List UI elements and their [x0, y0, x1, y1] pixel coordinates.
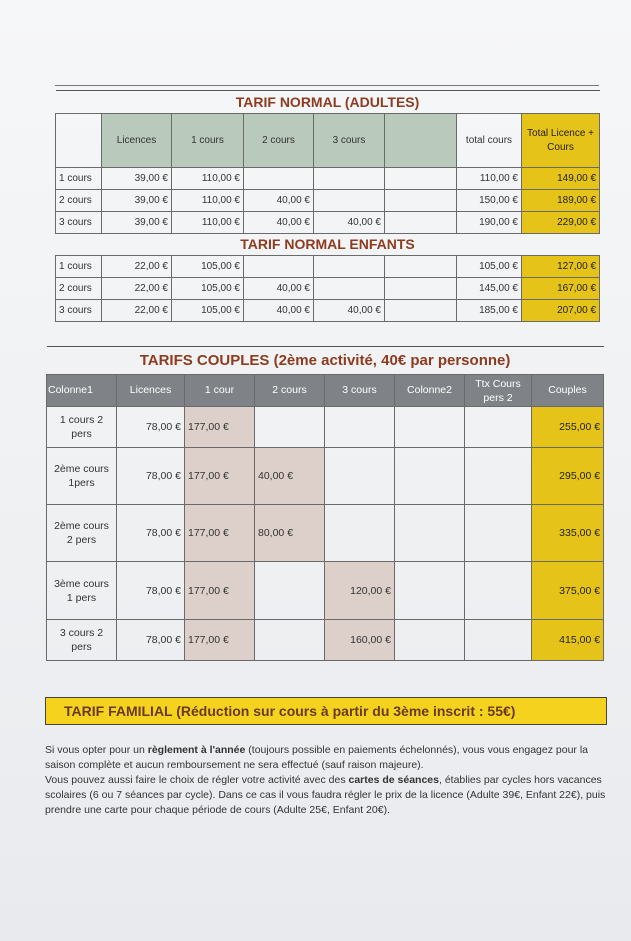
header-cell: 3 cours	[325, 375, 395, 407]
tarif-normal-table	[55, 90, 600, 322]
paragraph-cards	[45, 773, 610, 818]
title-couples-row	[47, 347, 604, 375]
cell	[255, 620, 325, 661]
bold-text: cartes de séances	[348, 774, 439, 786]
cell: 39,00 €	[102, 168, 172, 190]
cell: 150,00 €	[457, 190, 522, 212]
cell	[395, 505, 465, 562]
text: (toujours possible en paiements échelonnés), vous vous engagez pour la saison complète et aucun remboursement ne sera effectué (sauf raison majeure).	[45, 744, 588, 771]
table-row	[56, 300, 600, 322]
row-label: 2 cours	[56, 190, 102, 212]
table-row	[47, 448, 604, 505]
cell	[255, 562, 325, 620]
header-cell: Couples	[532, 375, 604, 407]
header-cell: total cours	[457, 114, 522, 168]
header-cell	[385, 114, 457, 168]
cell	[395, 562, 465, 620]
cell: 167,00 €	[522, 278, 600, 300]
cell: 40,00 €	[244, 190, 314, 212]
cell: 149,00 €	[522, 168, 600, 190]
cell: 22,00 €	[102, 300, 172, 322]
cell	[385, 168, 457, 190]
cell: 255,00 €	[532, 407, 604, 448]
cell: 78,00 €	[117, 620, 185, 661]
row-label: 3 cours 2 pers	[47, 620, 117, 661]
text: , établies par cycles hors vacances scolaires (6 ou 7 séances par cycle). Dans ce cas il vous faudra régler le prix de la licence (Adulte 39€, Enfant 22€), puis prendre une carte pour chaque période de cours (Adulte 25€, Enfant 20€).	[45, 774, 606, 816]
cell	[465, 505, 532, 562]
bold-text: règlement à l'année	[147, 744, 246, 756]
cell: 40,00 €	[244, 278, 314, 300]
cell: 177,00 €	[185, 620, 255, 661]
cell	[255, 407, 325, 448]
paragraph-annual	[45, 743, 610, 773]
cell: 105,00 €	[172, 300, 244, 322]
cell	[465, 562, 532, 620]
cell: 40,00 €	[314, 212, 385, 234]
table-row	[47, 407, 604, 448]
cell: 207,00 €	[522, 300, 600, 322]
row-label: 1 cours	[56, 168, 102, 190]
cell: 40,00 €	[314, 300, 385, 322]
header-cell: Licences	[117, 375, 185, 407]
cell: 177,00 €	[185, 562, 255, 620]
cell: 145,00 €	[457, 278, 522, 300]
cell: 110,00 €	[457, 168, 522, 190]
cell	[244, 256, 314, 278]
cell	[385, 190, 457, 212]
cell	[385, 212, 457, 234]
text: Vous pouvez aussi faire le choix de régler votre activité avec des	[45, 774, 349, 786]
cell	[465, 448, 532, 505]
text: Si vous opter pour un	[45, 744, 148, 756]
header-cell: Ttx Cours pers 2	[465, 375, 532, 407]
row-label: 1 cours 2 pers	[47, 407, 117, 448]
row-label: 3 cours	[56, 300, 102, 322]
cell: 177,00 €	[185, 407, 255, 448]
cell: 185,00 €	[457, 300, 522, 322]
table-row	[47, 620, 604, 661]
cell: 39,00 €	[102, 190, 172, 212]
cell: 335,00 €	[532, 505, 604, 562]
cell: 40,00 €	[244, 300, 314, 322]
cell: 110,00 €	[172, 168, 244, 190]
cell	[395, 407, 465, 448]
cell	[395, 620, 465, 661]
cell: 105,00 €	[457, 256, 522, 278]
row-label: 1 cours	[56, 256, 102, 278]
cell	[385, 256, 457, 278]
tarif-couples-table	[46, 346, 604, 661]
cell: 177,00 €	[185, 505, 255, 562]
table-row	[56, 168, 600, 190]
cell: 39,00 €	[102, 212, 172, 234]
cell: 375,00 €	[532, 562, 604, 620]
cell: 177,00 €	[185, 448, 255, 505]
cell: 127,00 €	[522, 256, 600, 278]
top-rule	[55, 85, 599, 86]
cell: 160,00 €	[325, 620, 395, 661]
cell: 78,00 €	[117, 407, 185, 448]
header-cell: 2 cours	[255, 375, 325, 407]
cell	[385, 278, 457, 300]
cell: 80,00 €	[255, 505, 325, 562]
cell: 110,00 €	[172, 212, 244, 234]
cell	[244, 168, 314, 190]
cell	[314, 256, 385, 278]
title-adultes: TARIF NORMAL (ADULTES)	[56, 91, 600, 114]
row-label: 2 cours	[56, 278, 102, 300]
cell	[314, 190, 385, 212]
header-cell: Colonne2	[395, 375, 465, 407]
cell	[325, 505, 395, 562]
tarif-familial-banner: TARIF FAMILIAL (Réduction sur cours à partir du 3ème inscrit : 55€)	[45, 697, 607, 725]
cell	[314, 168, 385, 190]
cell: 415,00 €	[532, 620, 604, 661]
header-row	[56, 114, 600, 168]
row-label: 3 cours	[56, 212, 102, 234]
cell	[395, 448, 465, 505]
title-adultes-row	[56, 91, 600, 114]
table-row	[47, 505, 604, 562]
title-couples: TARIFS COUPLES (2ème activité, 40€ par personne)	[47, 347, 604, 375]
table-row	[56, 190, 600, 212]
cell: 105,00 €	[172, 278, 244, 300]
cell	[385, 300, 457, 322]
title-enfants: TARIF NORMAL ENFANTS	[240, 236, 415, 252]
cell: 78,00 €	[117, 505, 185, 562]
header-cell	[56, 114, 102, 168]
cell: 105,00 €	[172, 256, 244, 278]
header-cell: 1 cours	[172, 114, 244, 168]
header-cell: 3 cours	[314, 114, 385, 168]
cell: 40,00 €	[244, 212, 314, 234]
cell: 189,00 €	[522, 190, 600, 212]
row-label: 2ème cours 1pers	[47, 448, 117, 505]
header-cell: Licences	[102, 114, 172, 168]
header-cell: Total Licence + Cours	[522, 114, 600, 168]
table-row	[56, 278, 600, 300]
cell: 22,00 €	[102, 256, 172, 278]
cell: 22,00 €	[102, 278, 172, 300]
cell	[314, 278, 385, 300]
cell	[325, 448, 395, 505]
cell: 78,00 €	[117, 562, 185, 620]
cell: 229,00 €	[522, 212, 600, 234]
row-label: 2ème cours 2 pers	[47, 505, 117, 562]
cell	[465, 407, 532, 448]
table-row	[56, 212, 600, 234]
payment-info	[45, 743, 610, 818]
cell: 190,00 €	[457, 212, 522, 234]
cell: 295,00 €	[532, 448, 604, 505]
table-row	[47, 562, 604, 620]
cell: 78,00 €	[117, 448, 185, 505]
header-row	[47, 375, 604, 407]
cell: 110,00 €	[172, 190, 244, 212]
table-row	[56, 256, 600, 278]
row-label: 3ème cours 1 pers	[47, 562, 117, 620]
cell	[465, 620, 532, 661]
cell: 120,00 €	[325, 562, 395, 620]
title-enfants-row	[56, 234, 600, 256]
cell: 40,00 €	[255, 448, 325, 505]
header-cell: 1 cour	[185, 375, 255, 407]
header-cell: Colonne1	[47, 375, 117, 407]
header-cell: 2 cours	[244, 114, 314, 168]
cell	[325, 407, 395, 448]
